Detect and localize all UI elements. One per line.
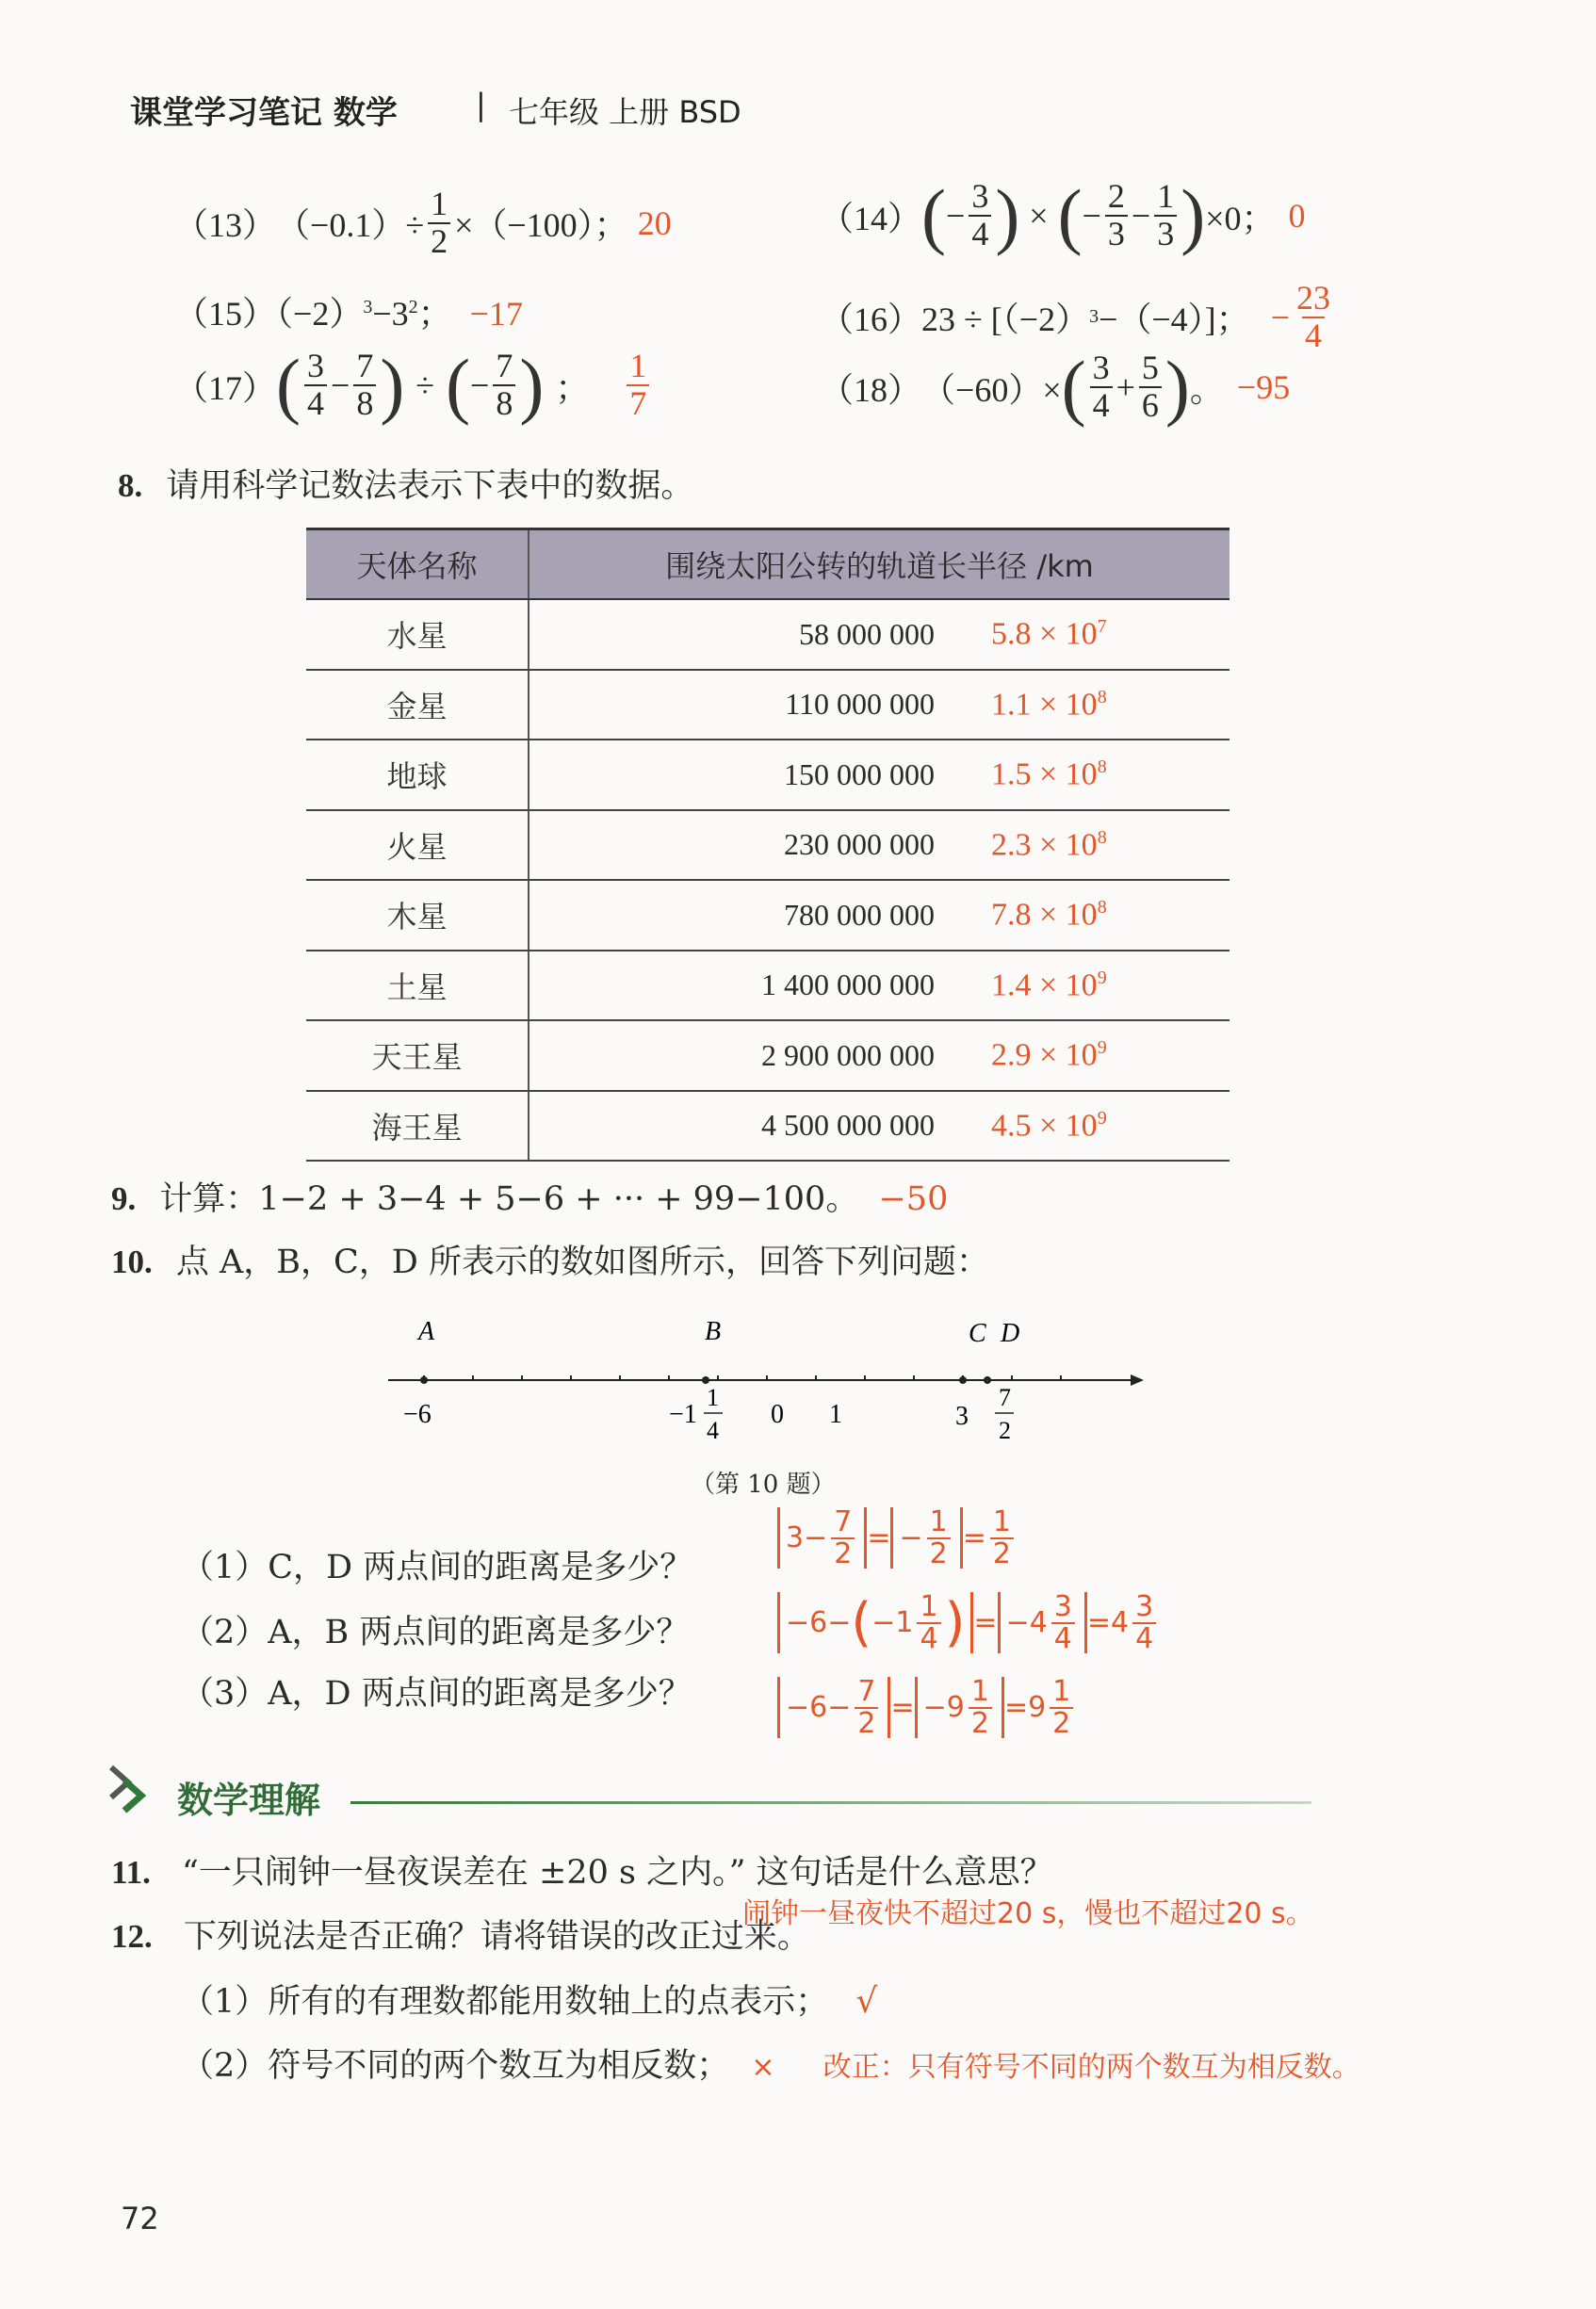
planet-table <box>306 528 1230 1162</box>
planet-name: 金星 <box>306 671 529 740</box>
mantissa: 2.3 × 10 <box>991 826 1098 862</box>
header-cell: 天体名称 <box>306 530 529 598</box>
equals: = <box>962 1521 986 1554</box>
orbit-value: 2 900 000 000 <box>761 1037 935 1072</box>
whole: 4 <box>1111 1606 1130 1639</box>
orbit-value: 1 400 000 000 <box>761 968 935 1002</box>
numerator: 2 <box>1107 177 1125 216</box>
question-10-3: （3）A，D 两点间的距离是多少？ <box>181 1675 692 1713</box>
planet-name: 土星 <box>306 951 529 1020</box>
table-row <box>306 671 1230 741</box>
numerator: 1 <box>1052 1675 1071 1708</box>
exponent: 8 <box>1097 686 1107 707</box>
orbit-value: 110 000 000 <box>785 687 935 722</box>
equals: = <box>1086 1606 1112 1639</box>
equals: = <box>890 1691 915 1724</box>
question-12-1 <box>181 1976 877 2023</box>
exponent: 9 <box>1097 967 1107 988</box>
expr: 。 <box>1189 370 1224 409</box>
tick-b-den: 4 <box>707 1417 719 1444</box>
numerator: 1 <box>1157 177 1175 216</box>
number-line <box>377 1309 1149 1470</box>
table-row <box>306 600 1230 671</box>
label-c: C <box>969 1319 986 1348</box>
expr: 23 ÷ [（−2） <box>921 301 1090 339</box>
orbit-value: 780 000 000 <box>784 897 935 932</box>
expr: （−0.1）÷ <box>276 206 425 245</box>
check-mark-icon: √ <box>855 1982 878 2021</box>
expr: − <box>899 1521 923 1554</box>
tick-d-den: 2 <box>999 1417 1011 1444</box>
sci-notation <box>991 968 1107 1003</box>
question-number: 8. <box>118 467 143 504</box>
answer-11: 闹钟一昼夜快不超过20 s，慢也不超过20 s。 <box>742 1897 1314 1930</box>
expr: −3 <box>372 295 409 333</box>
expr: ×0； <box>1205 199 1276 237</box>
question-text: 请用科学记数法表示下表中的数据。 <box>166 467 694 505</box>
figure-caption-text: （第 10 题） <box>691 1471 836 1499</box>
mantissa: 5.8 × 10 <box>991 616 1098 652</box>
numerator: 7 <box>857 1675 876 1708</box>
orbit-value: 230 000 000 <box>784 827 935 862</box>
planet-name: 海王星 <box>306 1092 529 1161</box>
question-text: 点 A，B，C，D 所表示的数如图所示，回答下列问题： <box>175 1244 989 1281</box>
correction: 改正：只有符号不同的两个数互为相反数。 <box>822 2051 1360 2084</box>
problem-18: （18） （−60）× ( $\frac{3}{4}$ + $\frac{5}{6}$ ) 。 −95 <box>820 346 1291 428</box>
problem-14: （14） ( − $\frac{3}{4}$ ) × ( − $\frac{2}{3}$ − $\frac{1}{3}$ ) ×0； 0 <box>820 174 1306 256</box>
sci-notation <box>991 1108 1107 1144</box>
sci-notation <box>991 897 1107 933</box>
numerator: 1 <box>992 1505 1011 1538</box>
chevron-right-icon <box>104 1760 151 1816</box>
answer-18: −95 <box>1236 368 1291 406</box>
denominator: 2 <box>969 1707 992 1739</box>
answer-13: 20 <box>637 203 672 242</box>
problem-15 <box>174 287 523 335</box>
numerator: 3 <box>307 347 324 385</box>
answer-9: −50 <box>878 1180 949 1218</box>
denominator: 4 <box>917 1622 940 1654</box>
label: （13） <box>174 206 277 245</box>
sci-notation <box>991 616 1107 652</box>
question-10-1: （1）C，D 两点间的距离是多少？ <box>181 1549 693 1586</box>
table-row <box>306 740 1230 811</box>
label: （18） <box>820 370 922 409</box>
planet-name: 木星 <box>306 881 529 950</box>
numerator: 1 <box>920 1590 938 1623</box>
numerator: 1 <box>970 1675 989 1708</box>
denominator: 4 <box>1090 386 1113 424</box>
table-row <box>306 1021 1230 1092</box>
numerator: 3 <box>1135 1590 1154 1623</box>
question-10-2: （2）A，B 两点间的距离是多少？ <box>181 1614 690 1651</box>
denominator: 4 <box>1051 1622 1075 1654</box>
exponent: 8 <box>1097 756 1107 778</box>
mantissa: 7.8 × 10 <box>991 897 1098 933</box>
question-9 <box>111 1173 948 1220</box>
numerator: 3 <box>1092 349 1110 387</box>
question-11 <box>111 1846 1053 1894</box>
numerator: 1 <box>431 185 448 222</box>
problem-17: （17） ( $\frac{3}{4}$ − $\frac{7}{8}$ ) ÷ ( − $\frac{7}{8}$ ) ； $\frac{1}{7}$ <box>174 349 653 422</box>
expr: −（−4）]； <box>1099 301 1250 339</box>
numerator: 1 <box>929 1505 948 1538</box>
denominator: 4 <box>969 215 991 252</box>
section-title: 数学理解 <box>177 1780 321 1821</box>
tick-b-num: 1 <box>707 1384 719 1411</box>
answer-numerator: 23 <box>1296 279 1330 317</box>
page-number: 72 <box>121 2201 159 2236</box>
equals: = <box>867 1521 891 1554</box>
exponent: 2 <box>408 297 418 317</box>
tick-a: −6 <box>403 1400 432 1429</box>
question-number: 9. <box>111 1180 137 1217</box>
denominator: 8 <box>353 384 376 422</box>
planet-name: 地球 <box>306 740 529 809</box>
planet-name: 水星 <box>306 600 529 669</box>
numerator: 7 <box>356 347 374 385</box>
equals: = <box>973 1606 998 1639</box>
tick-1: 1 <box>829 1400 842 1429</box>
expr: （−2） <box>276 295 364 333</box>
question-number: 11. <box>111 1854 151 1891</box>
answer-denominator: 4 <box>1302 317 1325 354</box>
table-header <box>306 528 1230 600</box>
label-b: B <box>705 1317 722 1346</box>
question-8 <box>118 460 693 507</box>
label: （17） <box>174 368 277 407</box>
orbit-value: 150 000 000 <box>784 756 935 791</box>
sci-notation <box>991 687 1107 723</box>
problem-16: （16） 23 ÷ [（−2） 3 −（−4）]； − $\frac{23}{4}$ <box>820 281 1337 354</box>
label: （14） <box>820 199 922 237</box>
expr: −4 <box>1005 1606 1048 1639</box>
planet-name: 天王星 <box>306 1021 529 1090</box>
label-d: D <box>1001 1319 1020 1348</box>
planet-name: 火星 <box>306 811 529 880</box>
tick-0: 0 <box>771 1400 784 1429</box>
label: （16） <box>820 301 922 339</box>
answer-10-2: −6− ( −1 $\frac{1}{4}$ ) = −4 $\frac{3}{4}$ = 4 $\frac{3}{4}$ <box>777 1592 1160 1653</box>
table-row <box>306 951 1230 1022</box>
expr: −6− <box>786 1691 852 1724</box>
numerator: 3 <box>1053 1590 1072 1623</box>
point-a <box>420 1376 428 1384</box>
question-12-2 <box>181 2040 1360 2087</box>
denominator: 2 <box>855 1707 878 1739</box>
mantissa: 4.5 × 10 <box>991 1107 1098 1143</box>
denominator: 4 <box>304 384 327 422</box>
table-row <box>306 811 1230 882</box>
label: （15） <box>174 295 277 333</box>
label-a: A <box>418 1317 435 1346</box>
question-10 <box>111 1236 989 1283</box>
table-row <box>306 881 1230 951</box>
expr: −9 <box>922 1691 965 1724</box>
sci-notation <box>991 827 1107 863</box>
header-title: 课堂学习笔记 数学 <box>130 94 398 132</box>
exponent: 9 <box>1097 1037 1107 1059</box>
arrow-icon <box>1131 1374 1144 1386</box>
answer-10-3 <box>777 1677 1077 1738</box>
denominator: 3 <box>1154 215 1177 252</box>
denominator: 3 <box>1105 215 1128 252</box>
point-d <box>984 1376 991 1384</box>
point-c <box>959 1376 967 1384</box>
denominator: 2 <box>831 1537 855 1569</box>
denominator: 4 <box>1132 1622 1156 1654</box>
sci-notation <box>991 1037 1107 1073</box>
orbit-value: 4 500 000 000 <box>761 1108 935 1143</box>
sci-notation <box>991 756 1107 792</box>
question-text: “一只闹钟一昼夜误差在 ±20 s 之内。” 这句话是什么意思？ <box>181 1854 1053 1892</box>
exponent: 8 <box>1097 897 1107 919</box>
sub-question: （1）所有的有理数都能用数轴上的点表示； <box>181 1983 829 2021</box>
exponent: 8 <box>1097 826 1107 848</box>
answer-14: 0 <box>1288 197 1306 235</box>
exponent: 9 <box>1097 1107 1107 1129</box>
answer-15: −17 <box>469 295 523 333</box>
table-body <box>306 600 1230 1162</box>
mantissa: 1.1 × 10 <box>991 686 1098 722</box>
question-12 <box>111 1911 810 1958</box>
numerator: 3 <box>971 177 989 216</box>
exponent: 3 <box>1089 306 1099 328</box>
numerator: 7 <box>834 1505 853 1538</box>
sub-question: （2）符号不同的两个数互为相反数； <box>181 2047 730 2085</box>
mantissa: 2.9 × 10 <box>991 1037 1098 1073</box>
cross-mark-icon: × <box>751 2051 775 2084</box>
orbit-value: 58 000 000 <box>799 616 935 651</box>
numerator: 7 <box>496 347 513 385</box>
question-text: 计算：1−2 + 3−4 + 5−6 + ··· + 99−100。 <box>159 1180 859 1218</box>
tick-d-num: 7 <box>999 1384 1011 1411</box>
expr: 3− <box>786 1521 828 1554</box>
answer-denominator: 7 <box>627 384 649 422</box>
header-cell: 围绕太阳公转的轨道长半径 /km <box>665 548 1094 584</box>
point-b <box>702 1376 709 1384</box>
exponent: 3 <box>363 297 373 317</box>
exponent: 7 <box>1097 616 1107 638</box>
equals: = <box>1003 1691 1029 1724</box>
denominator: 2 <box>927 1537 951 1569</box>
denominator: 6 <box>1139 386 1162 424</box>
tick-b-whole: −1 <box>669 1400 697 1429</box>
expr: ×（−100）； <box>454 206 628 245</box>
answer-numerator: 1 <box>629 347 647 385</box>
question-number: 10. <box>111 1244 153 1280</box>
numerator: 5 <box>1141 349 1159 387</box>
header-divider: | <box>476 87 486 122</box>
mantissa: 1.5 × 10 <box>991 756 1098 792</box>
header-subtitle: 七年级 上册 BSD <box>509 94 741 130</box>
question-text: 下列说法是否正确？请将错误的改正过来。 <box>183 1918 810 1956</box>
denominator: 2 <box>1050 1707 1073 1739</box>
answer-10-1 <box>777 1507 1018 1569</box>
whole: 9 <box>1028 1691 1047 1724</box>
problem-13 <box>174 187 672 260</box>
expr: −6− <box>786 1606 852 1639</box>
expr: ； <box>555 368 590 407</box>
mantissa: 1.4 × 10 <box>991 967 1098 1002</box>
expr: （−60）× <box>921 370 1062 409</box>
question-number: 12. <box>111 1918 153 1955</box>
tick-c: 3 <box>955 1402 969 1431</box>
denominator: 2 <box>428 222 450 260</box>
section-rule <box>350 1801 1311 1804</box>
denominator: 2 <box>990 1537 1014 1569</box>
whole: −1 <box>871 1606 914 1639</box>
table-row <box>306 1092 1230 1163</box>
denominator: 8 <box>493 384 515 422</box>
expr: ； <box>417 295 452 333</box>
